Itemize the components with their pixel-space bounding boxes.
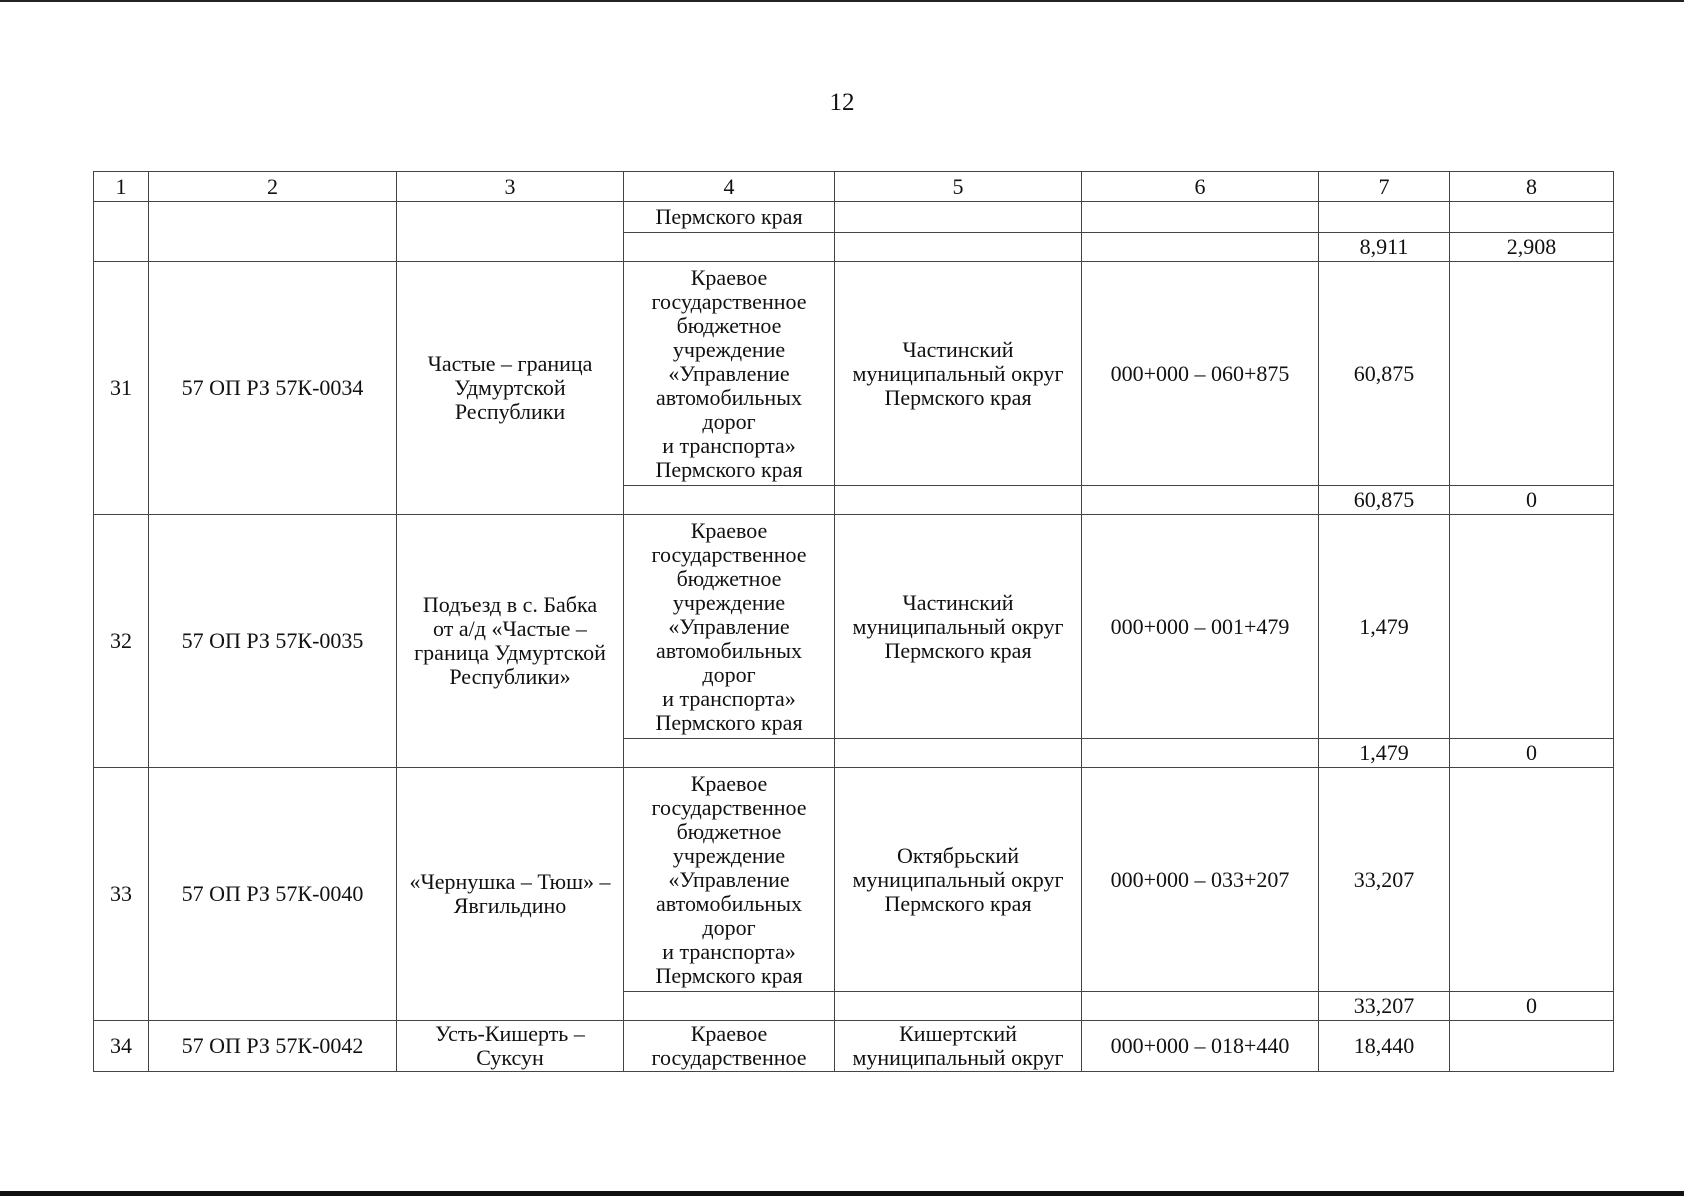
cell-empty xyxy=(94,202,149,262)
cell-number: 33 xyxy=(94,768,149,1021)
cell-owner: Краевое государственное xyxy=(624,1021,835,1072)
cell-length: 33,207 xyxy=(1319,768,1450,992)
cell-col8-total: 0 xyxy=(1450,739,1614,768)
cell-district: Октябрьский муниципальный округ Пермского края xyxy=(835,768,1082,992)
cell-district: Частинский муниципальный округ Пермского края xyxy=(835,515,1082,739)
cell-owner: Краевое государственное бюджетное учреждение «Управление автомобильных дорог и транспорта» Пермского края xyxy=(624,515,835,739)
cell-number: 31 xyxy=(94,262,149,515)
cell-length-total: 1,479 xyxy=(1319,739,1450,768)
table-header-row xyxy=(94,172,1614,202)
cell-owner: Краевое государственное бюджетное учреждение «Управление автомобильных дорог и транспорта» Пермского края xyxy=(624,768,835,992)
column-header: 4 xyxy=(624,172,835,202)
cell-length-total: 60,875 xyxy=(1319,486,1450,515)
cell-empty xyxy=(1082,486,1319,515)
cell-empty xyxy=(624,992,835,1021)
cell-road-code: 57 ОП РЗ 57К-0035 xyxy=(149,515,397,768)
cell-empty xyxy=(1082,739,1319,768)
cell-col8-total: 0 xyxy=(1450,992,1614,1021)
cell-km-range: 000+000 – 018+440 xyxy=(1082,1021,1319,1072)
cell-col8 xyxy=(1450,1021,1614,1072)
scan-bottom-edge xyxy=(0,1191,1684,1196)
column-header: 1 xyxy=(94,172,149,202)
column-header: 5 xyxy=(835,172,1082,202)
column-header: 2 xyxy=(149,172,397,202)
cell-length: 60,875 xyxy=(1319,262,1450,486)
cell-empty xyxy=(397,202,624,262)
cell-empty xyxy=(1450,202,1614,233)
cell-km-range: 000+000 – 060+875 xyxy=(1082,262,1319,486)
cell-col8 xyxy=(1450,262,1614,486)
cell-col8 xyxy=(1450,515,1614,739)
cell-road-code: 57 ОП РЗ 57К-0040 xyxy=(149,768,397,1021)
cell-empty xyxy=(1082,992,1319,1021)
cell-road-name: Частые – граница Удмуртской Республики xyxy=(397,262,624,515)
cell-length: 1,479 xyxy=(1319,515,1450,739)
cell-empty xyxy=(835,739,1082,768)
cell-empty xyxy=(624,233,835,262)
cell-number: 32 xyxy=(94,515,149,768)
cell-empty xyxy=(624,739,835,768)
cell-col8-total: 2,908 xyxy=(1450,233,1614,262)
table-row xyxy=(94,1021,1614,1072)
column-header: 3 xyxy=(397,172,624,202)
cell-number: 34 xyxy=(94,1021,149,1072)
table-row xyxy=(94,768,1614,992)
cell-empty xyxy=(624,486,835,515)
cell-length: 18,440 xyxy=(1319,1021,1450,1072)
cell-empty xyxy=(1319,202,1450,233)
cell-length-total: 8,911 xyxy=(1319,233,1450,262)
cell-road-name: Усть-Кишерть – Суксун xyxy=(397,1021,624,1072)
column-header: 6 xyxy=(1082,172,1319,202)
continuation-row xyxy=(94,202,1614,233)
cell-district: Частинский муниципальный округ Пермского края xyxy=(835,262,1082,486)
table-row xyxy=(94,515,1614,739)
cell-km-range: 000+000 – 033+207 xyxy=(1082,768,1319,992)
cell-owner: Краевое государственное бюджетное учреждение «Управление автомобильных дорог и транспорта» Пермского края xyxy=(624,262,835,486)
cell-empty xyxy=(1082,233,1319,262)
cell-empty xyxy=(835,992,1082,1021)
cell-col8 xyxy=(1450,768,1614,992)
cell-road-name: Подъезд в с. Бабка от а/д «Частые – граница Удмуртской Республики» xyxy=(397,515,624,768)
cell-empty xyxy=(835,233,1082,262)
cell-road-code: 57 ОП РЗ 57К-0034 xyxy=(149,262,397,515)
cell-road-code: 57 ОП РЗ 57К-0042 xyxy=(149,1021,397,1072)
cell-col8-total: 0 xyxy=(1450,486,1614,515)
column-header: 7 xyxy=(1319,172,1450,202)
cell-empty xyxy=(835,486,1082,515)
cell-road-name: «Чернушка – Тюш» – Явгильдино xyxy=(397,768,624,1021)
page-number: 12 xyxy=(829,89,855,116)
table-row xyxy=(94,262,1614,486)
cell-length-total: 33,207 xyxy=(1319,992,1450,1021)
scan-top-edge xyxy=(0,0,1684,2)
column-header: 8 xyxy=(1450,172,1614,202)
cell-owner: Пермского края xyxy=(624,202,835,233)
roads-table xyxy=(93,171,1614,1072)
cell-empty xyxy=(1082,202,1319,233)
cell-empty xyxy=(149,202,397,262)
cell-km-range: 000+000 – 001+479 xyxy=(1082,515,1319,739)
cell-empty xyxy=(835,202,1082,233)
cell-district: Кишертский муниципальный округ xyxy=(835,1021,1082,1072)
